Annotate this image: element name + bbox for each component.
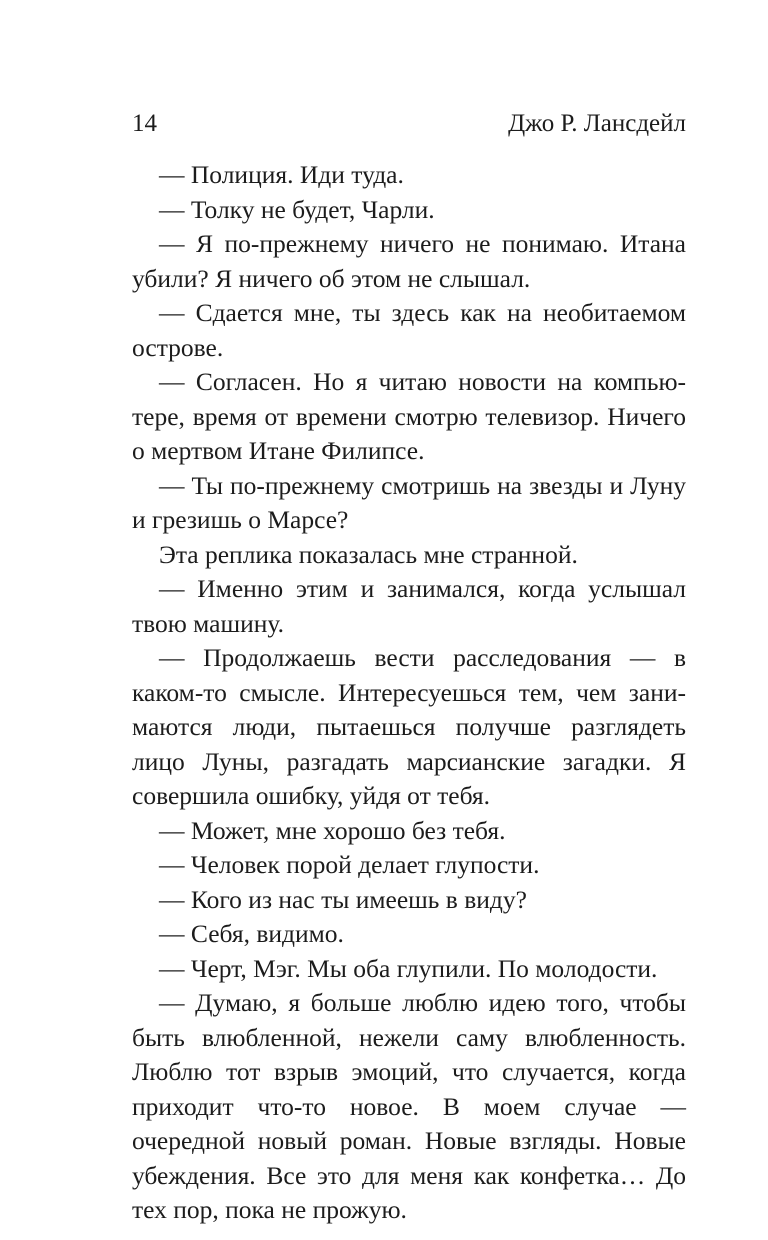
paragraph: — Думаю, я больше люблю идею того, чтобы быть влюбленной, нежели саму влюбленность. Люблю тот взрыв эмоций, что случается, когда приходит что-то новое. В моем случае — очередной новый роман. Новые взгляды. Новые убеждения. Все это для меня как конфетка… До тех пор, пока не прожую. xyxy=(132,988,686,1224)
paragraph: — Именно этим и занимался, когда услышал твою машину. xyxy=(132,574,686,638)
paragraph: — Кого из нас ты имеешь в виду? xyxy=(159,884,527,914)
paragraph: — Полиция. Иди туда. xyxy=(159,160,404,189)
paragraph: — Ты по-прежнему смотришь на звезды и Луну и грезишь о Марсе? xyxy=(132,470,686,534)
author-name: Джо Р. Лансдейл xyxy=(508,110,686,137)
paragraph: — Черт, Мэг. Мы оба глупили. По молодости. xyxy=(159,953,658,983)
paragraph: — Сдается мне, ты здесь как на необитаемом острове. xyxy=(132,298,686,362)
body-text xyxy=(132,158,686,1228)
paragraph: — Толку не будет, Чарли. xyxy=(159,194,435,224)
paragraph: Эта реплика показалась мне странной. xyxy=(159,539,578,569)
page-number: 14 xyxy=(132,110,157,137)
paragraph: — Согласен. Но я читаю новости на компьютере, время от времени смотрю телевизор. Ничего о мертвом Итане Филипсе. xyxy=(132,367,686,465)
paragraph: — Продолжаешь вести расследования — в каком-то смысле. Интересуешься тем, чем занимаются люди, пытаешься получше разглядеть лицо Луны, разгадать марсианские загадки. Я совершила ошибку, уйдя от тебя. xyxy=(132,643,686,810)
paragraph: — Я по-прежнему ничего не понимаю. Итана убили? Я ничего об этом не слышал. xyxy=(132,229,686,293)
paragraph: — Себя, видимо. xyxy=(159,919,344,948)
running-head xyxy=(132,108,686,140)
paragraph: — Может, мне хорошо без тебя. xyxy=(159,815,506,845)
paragraph: — Человек порой делает глупости. xyxy=(159,850,540,879)
